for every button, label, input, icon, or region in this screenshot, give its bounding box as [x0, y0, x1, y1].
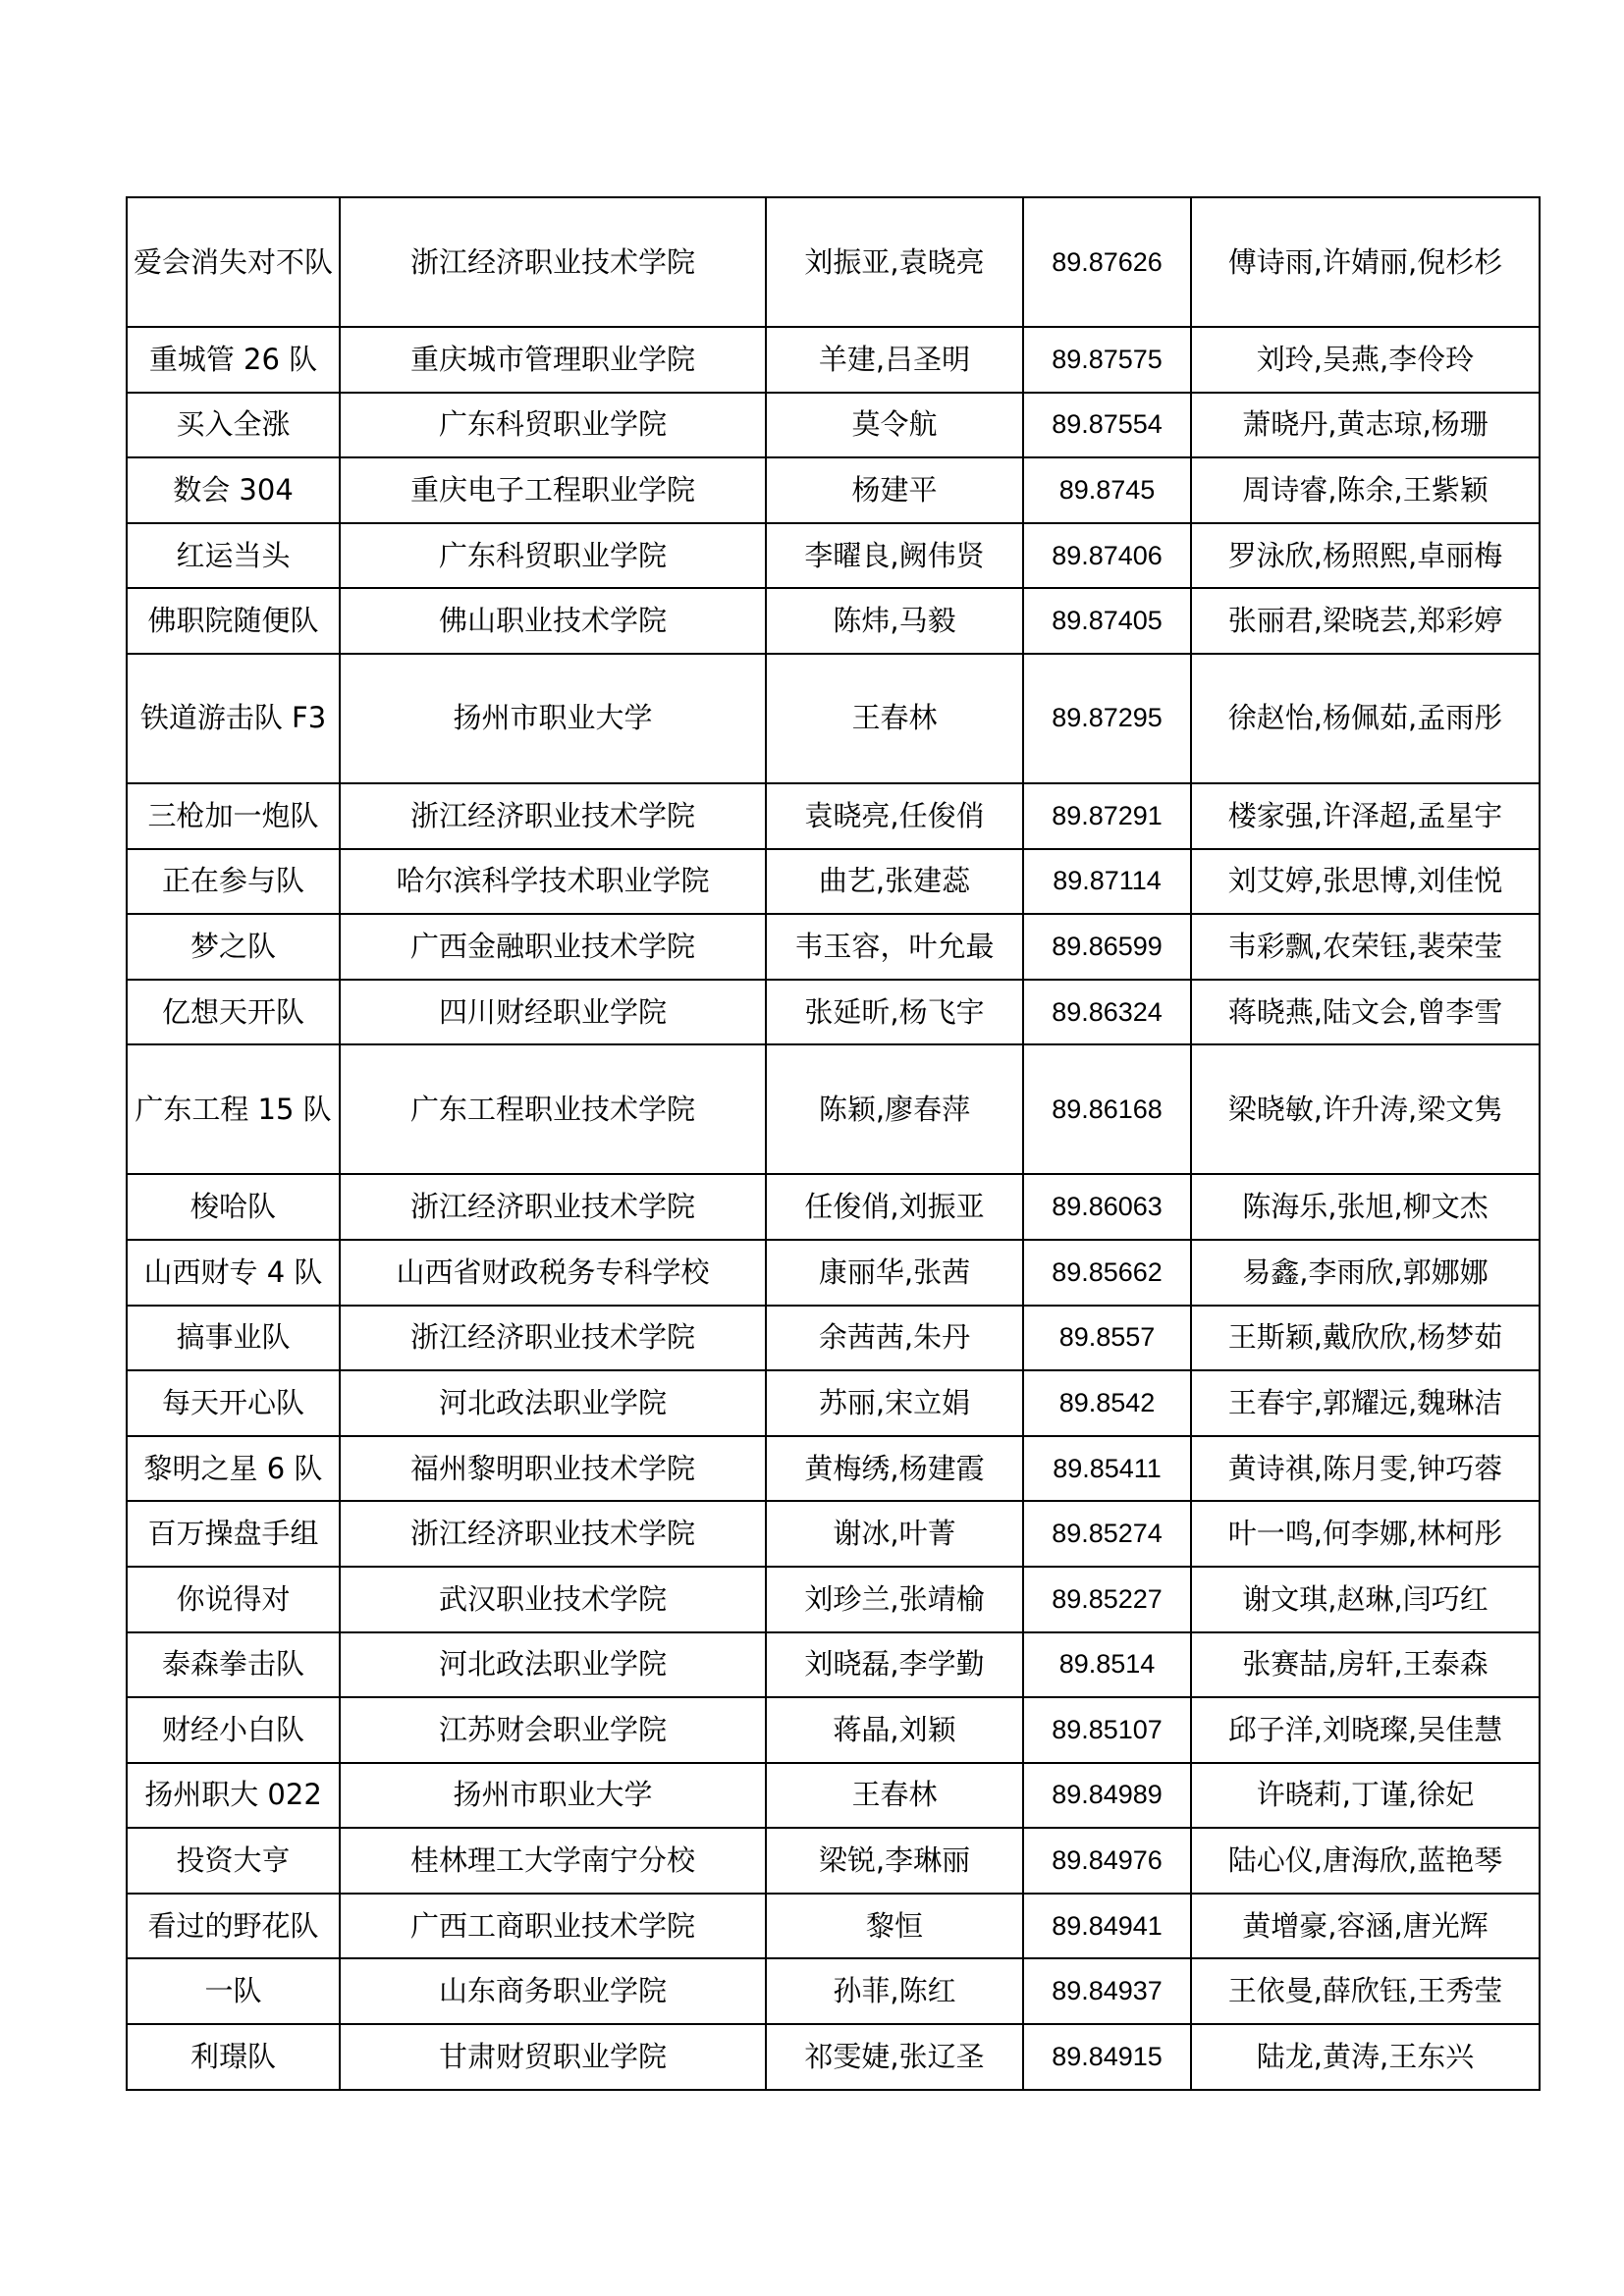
advisor-cell: 陈炜,马毅 [766, 588, 1023, 654]
school-cell: 福州黎明职业技术学院 [340, 1436, 766, 1502]
members-cell: 王依曼,薛欣钰,王秀莹 [1191, 1958, 1540, 2024]
advisor-cell: 祁雯婕,张辽圣 [766, 2024, 1023, 2090]
table-row [127, 849, 1540, 915]
team-name-cell: 黎明之星 6 队 [127, 1436, 340, 1502]
team-name-cell: 山西财专 4 队 [127, 1240, 340, 1306]
team-name-cell: 梦之队 [127, 914, 340, 980]
table-row [127, 654, 1540, 783]
advisor-cell: 李曜良,阙伟贤 [766, 523, 1023, 589]
team-name-cell: 买入全涨 [127, 393, 340, 458]
members-cell: 蒋晓燕,陆文会,曾李雪 [1191, 980, 1540, 1045]
score-cell: 89.87114 [1023, 849, 1191, 915]
school-cell: 广西金融职业技术学院 [340, 914, 766, 980]
table-row [127, 1306, 1540, 1371]
score-cell: 89.84915 [1023, 2024, 1191, 2090]
team-name-cell: 财经小白队 [127, 1697, 340, 1763]
school-cell: 广东科贸职业学院 [340, 393, 766, 458]
members-cell: 韦彩飘,农荣钰,裴荣莹 [1191, 914, 1540, 980]
score-cell: 89.86063 [1023, 1174, 1191, 1240]
team-name-cell: 红运当头 [127, 523, 340, 589]
score-cell: 89.84989 [1023, 1763, 1191, 1829]
team-name-cell: 泰森拳击队 [127, 1632, 340, 1698]
school-cell: 四川财经职业学院 [340, 980, 766, 1045]
score-cell: 89.87406 [1023, 523, 1191, 589]
school-cell: 哈尔滨科学技术职业学院 [340, 849, 766, 915]
team-name-cell: 亿想天开队 [127, 980, 340, 1045]
advisor-cell: 梁锐,李琳丽 [766, 1828, 1023, 1894]
score-cell: 89.87291 [1023, 783, 1191, 849]
school-cell: 桂林理工大学南宁分校 [340, 1828, 766, 1894]
members-cell: 黄诗祺,陈月雯,钟巧蓉 [1191, 1436, 1540, 1502]
table-row [127, 1828, 1540, 1894]
school-cell: 甘肃财贸职业学院 [340, 2024, 766, 2090]
table-row [127, 588, 1540, 654]
score-cell: 89.85107 [1023, 1697, 1191, 1763]
score-cell: 89.87554 [1023, 393, 1191, 458]
advisor-cell: 刘珍兰,张靖榆 [766, 1567, 1023, 1632]
members-cell: 周诗睿,陈余,王紫颖 [1191, 457, 1540, 523]
table-row [127, 914, 1540, 980]
members-cell: 王斯颖,戴欣欣,杨梦茹 [1191, 1306, 1540, 1371]
school-cell: 浙江经济职业技术学院 [340, 1501, 766, 1567]
members-cell: 刘艾婷,张思博,刘佳悦 [1191, 849, 1540, 915]
school-cell: 河北政法职业学院 [340, 1370, 766, 1436]
advisor-cell: 刘振亚,袁晓亮 [766, 197, 1023, 327]
school-cell: 广西工商职业技术学院 [340, 1894, 766, 1959]
members-cell: 梁晓敏,许升涛,梁文隽 [1191, 1044, 1540, 1174]
advisor-cell: 袁晓亮,任俊俏 [766, 783, 1023, 849]
score-cell: 89.8542 [1023, 1370, 1191, 1436]
score-cell: 89.87405 [1023, 588, 1191, 654]
table-row [127, 1567, 1540, 1632]
members-cell: 楼家强,许泽超,孟星宇 [1191, 783, 1540, 849]
members-cell: 陆龙,黄涛,王东兴 [1191, 2024, 1540, 2090]
table-row [127, 327, 1540, 393]
members-cell: 易鑫,李雨欣,郭娜娜 [1191, 1240, 1540, 1306]
advisor-cell: 蒋晶,刘颖 [766, 1697, 1023, 1763]
members-cell: 谢文琪,赵琳,闫巧红 [1191, 1567, 1540, 1632]
members-cell: 黄增豪,容涵,唐光辉 [1191, 1894, 1540, 1959]
table-row [127, 1240, 1540, 1306]
team-name-cell: 正在参与队 [127, 849, 340, 915]
team-name-cell: 广东工程 15 队 [127, 1044, 340, 1174]
team-name-cell: 爱会消失对不队 [127, 197, 340, 327]
school-cell: 浙江经济职业技术学院 [340, 1306, 766, 1371]
advisor-cell: 曲艺,张建蕊 [766, 849, 1023, 915]
members-cell: 叶一鸣,何李娜,林柯彤 [1191, 1501, 1540, 1567]
team-name-cell: 梭哈队 [127, 1174, 340, 1240]
score-cell: 89.85227 [1023, 1567, 1191, 1632]
members-cell: 陈海乐,张旭,柳文杰 [1191, 1174, 1540, 1240]
school-cell: 武汉职业技术学院 [340, 1567, 766, 1632]
team-name-cell: 重城管 26 队 [127, 327, 340, 393]
table-row [127, 1697, 1540, 1763]
score-cell: 89.8514 [1023, 1632, 1191, 1698]
members-cell: 罗泳欣,杨照熙,卓丽梅 [1191, 523, 1540, 589]
school-cell: 广东科贸职业学院 [340, 523, 766, 589]
advisor-cell: 余茜茜,朱丹 [766, 1306, 1023, 1371]
score-cell: 89.84976 [1023, 1828, 1191, 1894]
members-cell: 萧晓丹,黄志琼,杨珊 [1191, 393, 1540, 458]
advisor-cell: 黄梅绣,杨建霞 [766, 1436, 1023, 1502]
members-cell: 傅诗雨,许婧丽,倪杉杉 [1191, 197, 1540, 327]
score-cell: 89.85662 [1023, 1240, 1191, 1306]
table-row [127, 1174, 1540, 1240]
score-cell: 89.86599 [1023, 914, 1191, 980]
score-cell: 89.87295 [1023, 654, 1191, 783]
members-cell: 张丽君,梁晓芸,郑彩婷 [1191, 588, 1540, 654]
score-cell: 89.85411 [1023, 1436, 1191, 1502]
advisor-cell: 王春林 [766, 1763, 1023, 1829]
table-row [127, 393, 1540, 458]
members-cell: 邱子洋,刘晓璨,吴佳慧 [1191, 1697, 1540, 1763]
score-cell: 89.87626 [1023, 197, 1191, 327]
team-name-cell: 利璟队 [127, 2024, 340, 2090]
table-row [127, 1044, 1540, 1174]
advisor-cell: 谢冰,叶菁 [766, 1501, 1023, 1567]
school-cell: 浙江经济职业技术学院 [340, 197, 766, 327]
score-cell: 89.86168 [1023, 1044, 1191, 1174]
results-table [126, 196, 1541, 2091]
table-row [127, 1894, 1540, 1959]
advisor-cell: 刘晓磊,李学勤 [766, 1632, 1023, 1698]
members-cell: 许晓莉,丁谨,徐妃 [1191, 1763, 1540, 1829]
school-cell: 广东工程职业技术学院 [340, 1044, 766, 1174]
team-name-cell: 佛职院随便队 [127, 588, 340, 654]
school-cell: 山东商务职业学院 [340, 1958, 766, 2024]
score-cell: 89.8745 [1023, 457, 1191, 523]
table-row [127, 783, 1540, 849]
table-row [127, 523, 1540, 589]
advisor-cell: 陈颖,廖春萍 [766, 1044, 1023, 1174]
advisor-cell: 羊建,吕圣明 [766, 327, 1023, 393]
school-cell: 佛山职业技术学院 [340, 588, 766, 654]
school-cell: 河北政法职业学院 [340, 1632, 766, 1698]
score-cell: 89.84937 [1023, 1958, 1191, 2024]
advisor-cell: 韦玉容，叶允最 [766, 914, 1023, 980]
school-cell: 江苏财会职业学院 [340, 1697, 766, 1763]
team-name-cell: 一队 [127, 1958, 340, 2024]
school-cell: 扬州市职业大学 [340, 1763, 766, 1829]
team-name-cell: 扬州职大 022 [127, 1763, 340, 1829]
team-name-cell: 你说得对 [127, 1567, 340, 1632]
members-cell: 刘玲,吴燕,李伶玲 [1191, 327, 1540, 393]
school-cell: 浙江经济职业技术学院 [340, 783, 766, 849]
team-name-cell: 每天开心队 [127, 1370, 340, 1436]
team-name-cell: 看过的野花队 [127, 1894, 340, 1959]
table-row [127, 1958, 1540, 2024]
advisor-cell: 黎恒 [766, 1894, 1023, 1959]
table-row [127, 457, 1540, 523]
advisor-cell: 孙菲,陈红 [766, 1958, 1023, 2024]
table-row [127, 980, 1540, 1045]
advisor-cell: 张延昕,杨飞宇 [766, 980, 1023, 1045]
advisor-cell: 莫令航 [766, 393, 1023, 458]
advisor-cell: 任俊俏,刘振亚 [766, 1174, 1023, 1240]
results-body [127, 197, 1540, 2090]
table-row [127, 1763, 1540, 1829]
team-name-cell: 投资大亨 [127, 1828, 340, 1894]
school-cell: 山西省财政税务专科学校 [340, 1240, 766, 1306]
team-name-cell: 百万操盘手组 [127, 1501, 340, 1567]
members-cell: 张赛喆,房轩,王泰森 [1191, 1632, 1540, 1698]
members-cell: 陆心仪,唐海欣,蓝艳琴 [1191, 1828, 1540, 1894]
school-cell: 扬州市职业大学 [340, 654, 766, 783]
school-cell: 重庆城市管理职业学院 [340, 327, 766, 393]
score-cell: 89.85274 [1023, 1501, 1191, 1567]
table-row [127, 1370, 1540, 1436]
advisor-cell: 康丽华,张茜 [766, 1240, 1023, 1306]
advisor-cell: 杨建平 [766, 457, 1023, 523]
advisor-cell: 苏丽,宋立娟 [766, 1370, 1023, 1436]
table-row [127, 197, 1540, 327]
team-name-cell: 数会 304 [127, 457, 340, 523]
team-name-cell: 搞事业队 [127, 1306, 340, 1371]
table-row [127, 2024, 1540, 2090]
members-cell: 徐赵怡,杨佩茹,孟雨彤 [1191, 654, 1540, 783]
table-row [127, 1501, 1540, 1567]
school-cell: 重庆电子工程职业学院 [340, 457, 766, 523]
school-cell: 浙江经济职业技术学院 [340, 1174, 766, 1240]
score-cell: 89.87575 [1023, 327, 1191, 393]
score-cell: 89.86324 [1023, 980, 1191, 1045]
team-name-cell: 三枪加一炮队 [127, 783, 340, 849]
table-row [127, 1632, 1540, 1698]
score-cell: 89.84941 [1023, 1894, 1191, 1959]
table-row [127, 1436, 1540, 1502]
advisor-cell: 王春林 [766, 654, 1023, 783]
members-cell: 王春宇,郭耀远,魏琳洁 [1191, 1370, 1540, 1436]
team-name-cell: 铁道游击队 F3 [127, 654, 340, 783]
score-cell: 89.8557 [1023, 1306, 1191, 1371]
